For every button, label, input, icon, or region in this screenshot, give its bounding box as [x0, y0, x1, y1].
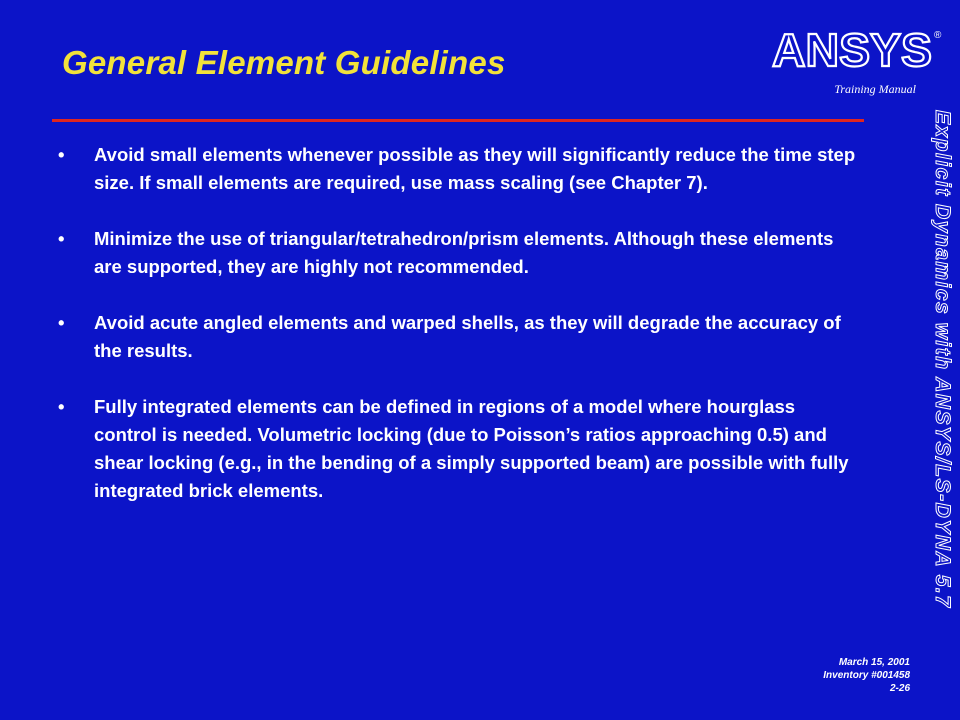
registered-mark: ®	[934, 30, 942, 41]
bullet-item	[58, 309, 858, 365]
ansys-logo	[768, 22, 944, 82]
footer-page-number: 2-26	[889, 683, 910, 694]
bullet-item	[58, 393, 858, 505]
bullet-text: Avoid small elements whenever possible as they will significantly reduce the time step size. If small elements are required, use mass scaling (see Chapter 7).	[94, 144, 856, 193]
bullet-text: Avoid acute angled elements and warped shells, as they will degrade the accuracy of the results.	[94, 312, 841, 361]
course-title-vertical: Explicit Dynamics with ANSYS/LS-DYNA 5.7	[931, 110, 954, 609]
bullet-marker: •	[58, 312, 65, 333]
bullet-marker: •	[58, 144, 65, 165]
footer-inventory: Inventory #001458	[823, 670, 910, 681]
bullet-text: Minimize the use of triangular/tetrahedron/prism elements. Although these elements are supported, they are highly not recommended.	[94, 228, 834, 277]
bullet-marker: •	[58, 228, 65, 249]
ansys-logo-text: ANSYS	[772, 24, 932, 76]
slide-footer	[823, 656, 910, 695]
bullet-text: Fully integrated elements can be defined in regions of a model where hourglass control is needed. Volumetric locking (due to Poisson’s ratios approaching 0.5) and shear locking (e.g., in the bending of a simply supported beam) are possible with fully integrated brick elements.	[94, 396, 849, 501]
bullet-list	[58, 141, 858, 533]
footer-date: March 15, 2001	[838, 657, 910, 668]
slide-title: General Element Guidelines	[62, 44, 506, 81]
title-divider	[52, 119, 864, 122]
bullet-item	[58, 225, 858, 281]
bullet-item	[58, 141, 858, 197]
bullet-marker: •	[58, 396, 65, 417]
training-manual-label: Training Manual	[834, 82, 916, 96]
